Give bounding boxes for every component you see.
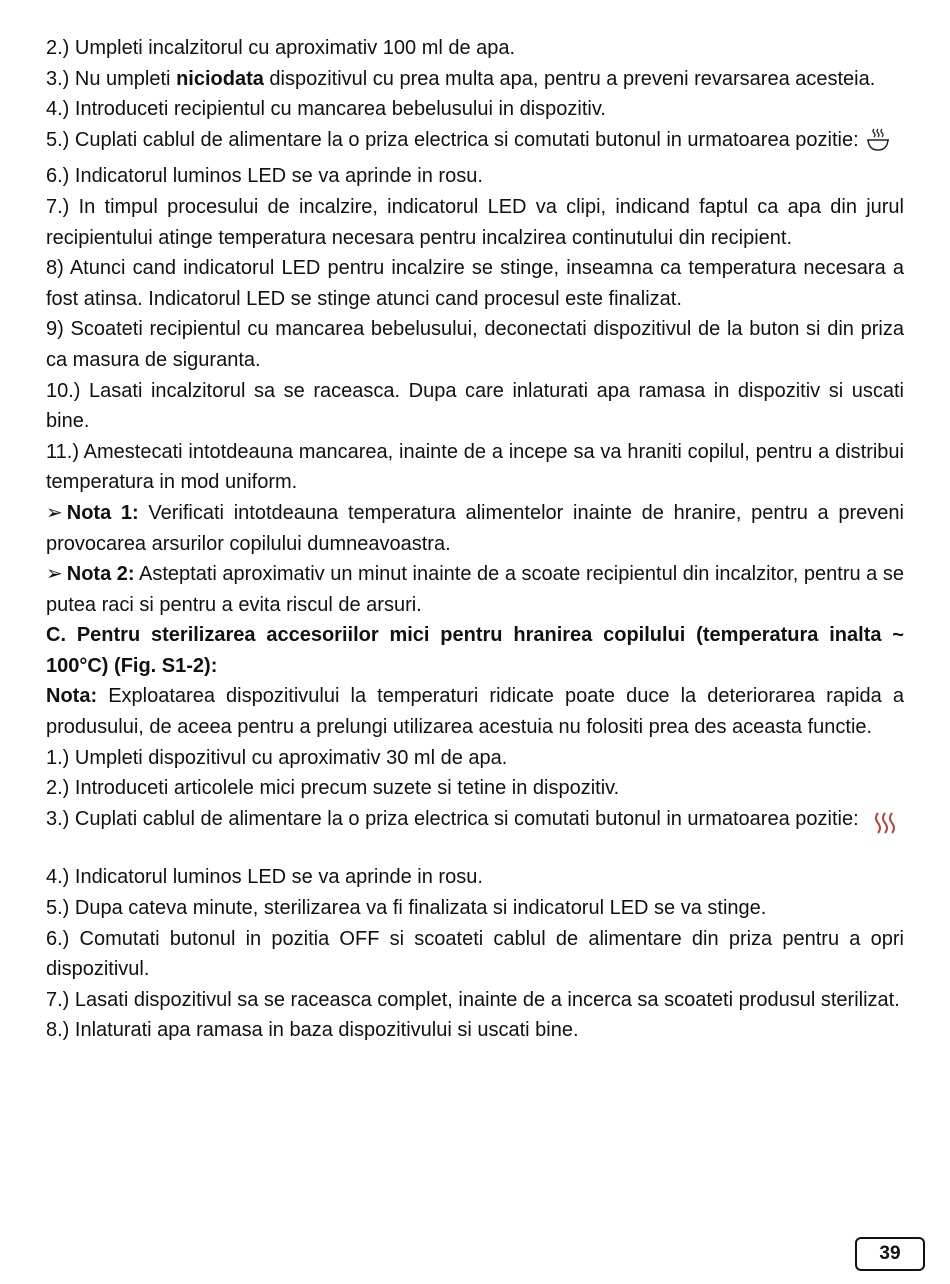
note-1-text: Verificati intotdeauna temperatura alimentelor inainte de hranire, pentru a preveni provocarea arsurilor copilului dumneavoastra. (46, 501, 904, 555)
step-6-led: 6.) Indicatorul luminos LED se va aprinde in rosu. (46, 165, 483, 188)
note-2 (46, 559, 904, 620)
step-10-cool: 10.) Lasati incalzitorul sa se raceasca. Dupa care inlaturati apa ramasa in dispozitiv si uscati bine. (46, 379, 904, 433)
section-c-heading: C. Pentru sterilizarea accesoriilor mici pentru hranirea copilului (temperatura inalta ~ 100°C) (Fig. S1-2): (46, 624, 904, 677)
sterilize-step-3-text: 3.) Cuplati cablul de alimentare la o priza electrica si comutati butonul in urmatoarea pozitie: (46, 807, 859, 830)
sterilize-step-5: 5.) Dupa cateva minute, sterilizarea va fi finalizata si indicatorul LED se va stinge. (46, 897, 767, 920)
note-2-label: Nota 2: (66, 563, 135, 586)
sterilize-step-8: 8.) Inlaturati apa ramasa in baza dispozitivului si uscati bine. (46, 1019, 579, 1042)
sterilize-step-4: 4.) Indicatorul luminos LED se va aprinde in rosu. (46, 866, 483, 889)
arrow-bullet-icon: ➢ (46, 501, 63, 524)
step-9-remove: 9) Scoateti recipientul cu mancarea bebelusului, deconectati dispozitivul de la buton si din priza ca masura de siguranta. (46, 318, 904, 371)
step-8-led-off: 8) Atunci cand indicatorul LED pentru incalzire se stinge, inseamna ca temperatura necesara a fost atinsa. Indicatorul LED se stinge atunci cand procesul este finalizat. (46, 257, 904, 310)
step-7-heating: 7.) In timpul procesului de incalzire, indicatorul LED va clipi, indicand faptul ca apa din jurul recipientului atinge temperatura necesara pentru incalzirea continutului din recipient. (46, 195, 904, 249)
step-4-insert: 4.) Introduceti recipientul cu mancarea bebelusului in dispozitiv. (46, 98, 606, 121)
steam-icon (871, 809, 899, 847)
document-body (46, 33, 904, 1046)
nota-text: Exploatarea dispozitivului la temperaturi ridicate poate duce la deteriorarea rapida a produsului, de aceea pentru a prelungi utilizarea acestuia nu folositi prea des aceasta functie. (46, 685, 904, 739)
sterilize-step-6: 6.) Comutati butonul in pozitia OFF si scoateti cablul de alimentare din priza pentru a opri dispozitivul. (46, 927, 904, 981)
sterilize-step-3 (46, 804, 904, 847)
sterilize-step-1: 1.) Umpleti dispozitivul cu aproximativ 30 ml de apa. (46, 746, 508, 769)
step-3-warning (46, 64, 904, 95)
bowl-steam-icon (865, 126, 891, 162)
step-11-stir: 11.) Amestecati intotdeauna mancarea, inainte de a incepe sa va hraniti copilul, pentru a distribui temperatura in mod uniform. (46, 440, 904, 494)
arrow-bullet-icon: ➢ (46, 563, 63, 586)
note-1 (46, 498, 904, 559)
step-3-text-a: 3.) Nu umpleti (46, 67, 177, 90)
step-3-text-b: dispozitivul cu prea multa apa, pentru a preveni revarsarea acesteia. (263, 67, 876, 90)
note-2-text: Asteptati aproximativ un minut inainte de a scoate recipientul din incalzitor, pentru a se putea raci si pentru a evita riscul de arsuri. (46, 563, 904, 616)
nota-label: Nota: (46, 685, 98, 708)
sterilize-step-2: 2.) Introduceti articolele mici precum suzete si tetine in dispozitiv. (46, 777, 620, 800)
step-2-fill: 2.) Umpleti incalzitorul cu aproximativ 100 ml de apa. (46, 37, 516, 59)
sterilize-step-7: 7.) Lasati dispozitivul sa se raceasca complet, inainte de a incerca sa scoateti produsul sterilizat. (46, 988, 900, 1011)
step-5-plug (46, 125, 904, 162)
section-c-note (46, 681, 904, 742)
note-1-label: Nota 1: (66, 501, 139, 524)
page-number: 39 (855, 1237, 925, 1271)
step-5-text: 5.) Cuplati cablul de alimentare la o priza electrica si comutati butonul in urmatoarea pozitie: (46, 128, 859, 151)
step-3-emphasis: niciodata (176, 67, 264, 90)
